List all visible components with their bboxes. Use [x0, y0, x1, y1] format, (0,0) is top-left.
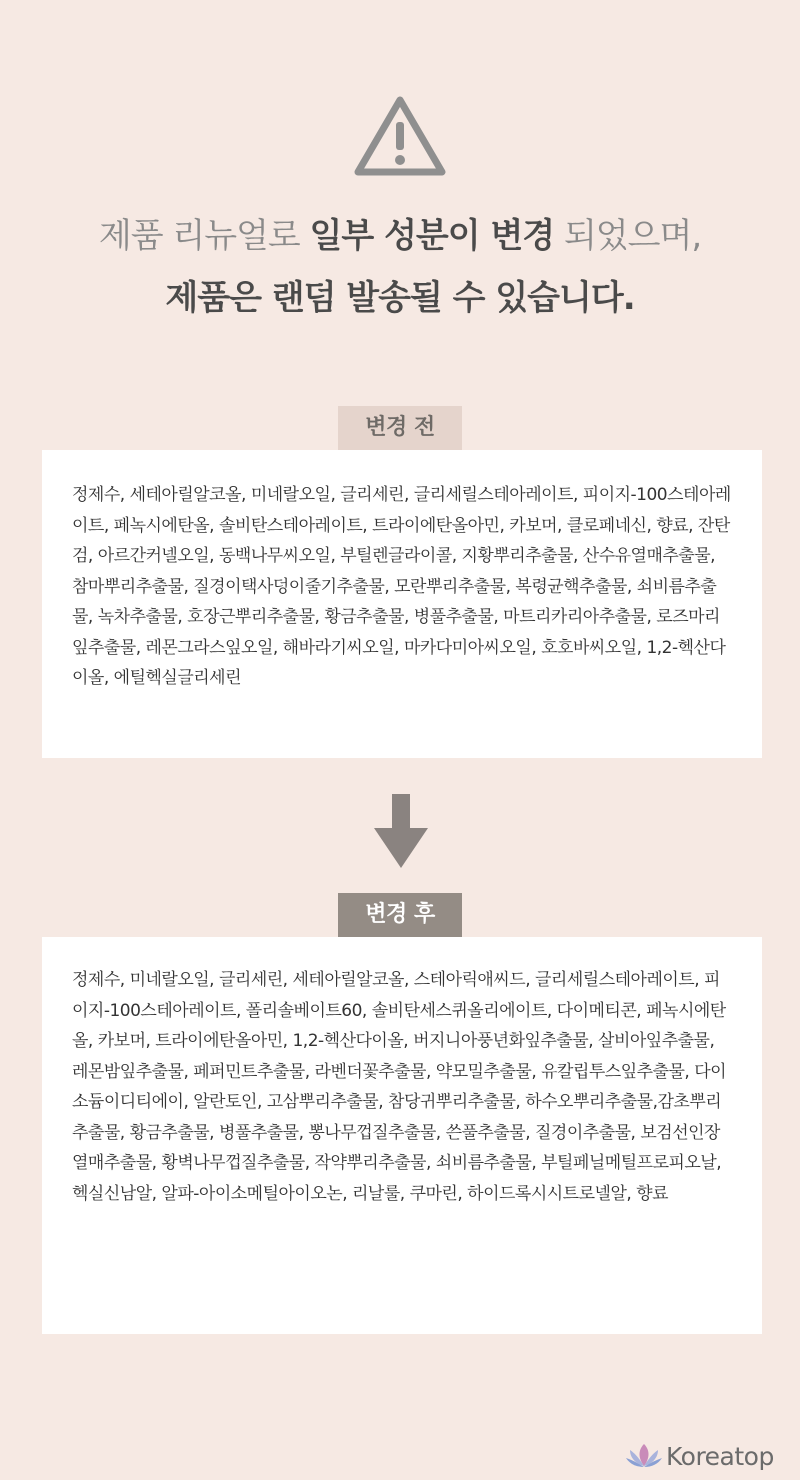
after-change-label: 변경 후: [338, 893, 462, 937]
arrow-down-icon: [374, 794, 428, 868]
warning-triangle-icon: [352, 92, 448, 180]
after-ingredients-box: [42, 937, 762, 1334]
lotus-logo-icon: [626, 1442, 662, 1470]
before-ingredients-box: [42, 450, 762, 758]
notice-line-2: 제품은 랜덤 발송될 수 있습니다.: [165, 278, 635, 318]
brand-logo: [626, 1438, 774, 1474]
before-ingredients-text: 정제수, 세테아릴알코올, 미네랄오일, 글리세린, 글리세릴스테아레이트, 피이지-100스테아레이트, 페녹시에탄올, 솔비탄스테아레이트, 트라이에탄올아민, 카보머, 클로페네신, 향료, 잔탄검, 아르간커넬오일, 동백나무씨오일, 부틸렌글라이콜, 지황뿌리추출물, 산수유열매추출물, 참마뿌리추출물, 질경이택사덩이줄기추출물, 모란뿌리추출물, 복령균핵추출물, 쇠비름추출물, 녹차추출물, 호장근뿌리추출물, 황금추출물, 병풀추출물, 마트리카리아추출물, 로즈마리잎추출물, 레몬그라스잎오일, 해바라기씨오일, 마카다미아씨오일, 호호바씨오일, 1,2-헥산다이올, 에틸헥실글리세린: [72, 485, 731, 688]
after-ingredients-text: 정제수, 미네랄오일, 글리세린, 세테아릴알코올, 스테아릭애씨드, 글리세릴스테아레이트, 피이지-100스테아레이트, 폴리솔베이트60, 솔비탄세스퀴올리에이트, 다이메티콘, 페녹시에탄올, 카보머, 트라이에탄올아민, 1,2-헥산다이올, 버지니아풍년화잎추출물, 살비아잎추출물, 레몬밤잎추출물, 페퍼민트추출물, 라벤더꽃추출물, 약모밀추출물, 유칼립투스잎추출물, 다이소듐이디티에이, 알란토인, 고삼뿌리추출물, 참당귀뿌리추출물, 하수오뿌리추출물,감초뿌리추출물, 황금추출물, 병풀추출물, 뽕나무껍질추출물, 쓴풀추출물, 질경이추출물, 보검선인장열매추출물, 황벽나무껍질추출물, 작약뿌리추출물, 쇠비름추출물, 부틸페닐메틸프로피오날, 헥실신남알, 알파-아이소메틸아이오논, 리날룰, 쿠마린, 하이드록시시트로넬알, 향료: [72, 970, 727, 1204]
brand-name: Koreatop: [666, 1441, 774, 1471]
notice-line-1: 제품 리뉴얼로 일부 성분이 변경 되었으며,: [98, 216, 702, 256]
before-change-label: 변경 전: [338, 406, 462, 450]
